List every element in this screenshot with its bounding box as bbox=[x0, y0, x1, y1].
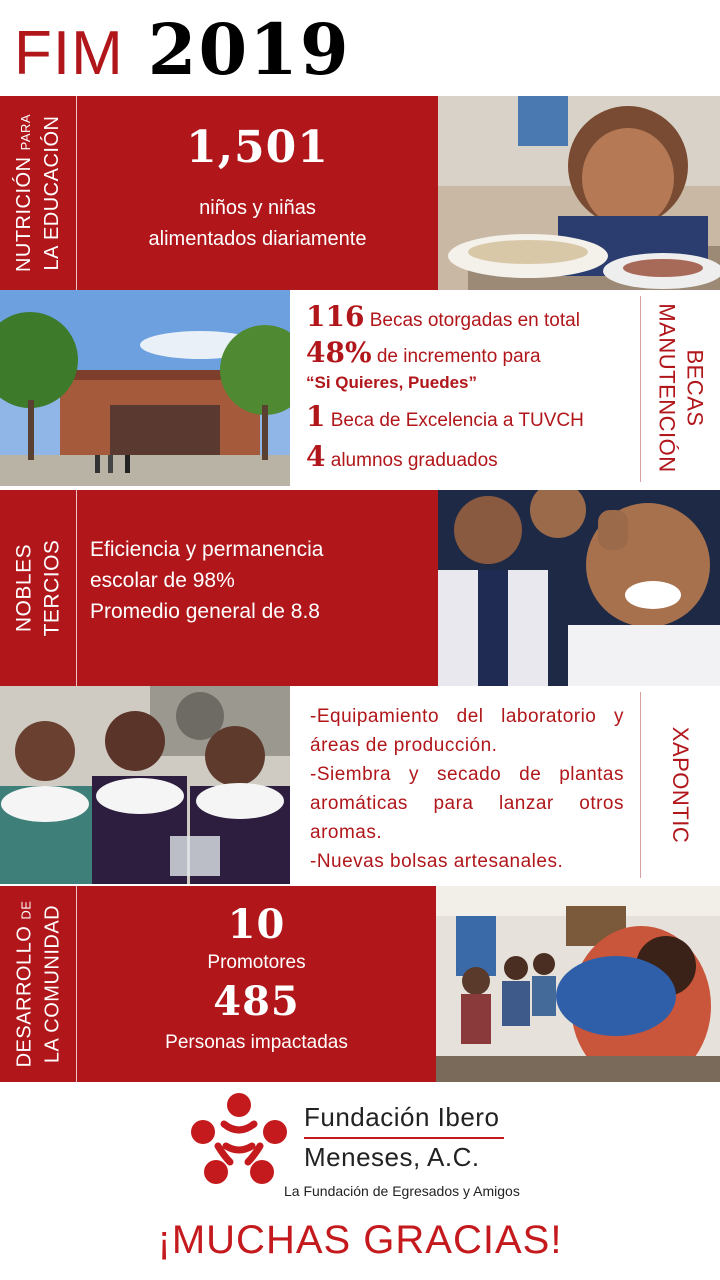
comunidad-label bbox=[0, 886, 76, 1082]
nutricion-text-line2: alimentados diariamente bbox=[148, 228, 367, 250]
campus-building-photo bbox=[0, 290, 290, 486]
becas-row-4: 1 Beca de Excelencia a TUVCH bbox=[306, 400, 584, 433]
nutricion-label-line2: LA EDUCACIÓN bbox=[41, 115, 64, 271]
comunidad-num-2: 485 bbox=[213, 978, 300, 1025]
comunidad-section bbox=[0, 886, 436, 1082]
xapontic-label bbox=[641, 686, 720, 884]
becas-label-line1: BECAS bbox=[682, 349, 708, 427]
becas-label-line2: MANUTENCIÓN bbox=[654, 303, 680, 473]
nutricion-label bbox=[0, 96, 76, 290]
foundation-name-line2: Meneses, A.C. bbox=[304, 1142, 480, 1172]
comunidad-num-1: 10 bbox=[227, 901, 286, 948]
foundation-tagline: La Fundación de Egresados y Amigos bbox=[284, 1183, 520, 1199]
foundation-logo-icon bbox=[184, 1092, 294, 1192]
xapontic-content bbox=[290, 686, 640, 884]
nobles-line3: Promedio general de 8.8 bbox=[90, 600, 320, 623]
becas-label bbox=[641, 290, 720, 486]
nutricion-number: 1,501 bbox=[186, 122, 329, 173]
title-fim: FIM bbox=[14, 19, 124, 88]
becas-content bbox=[290, 290, 640, 486]
becas-row-2: 48% de incremento para bbox=[306, 336, 541, 369]
foundation-name-line1: Fundación Ibero bbox=[304, 1102, 500, 1132]
comunidad-text-1: Promotores bbox=[207, 952, 306, 973]
girl-eating-photo bbox=[438, 96, 720, 290]
nobles-section bbox=[0, 490, 438, 686]
comunidad-label-line2: LA COMUNIDAD bbox=[41, 904, 63, 1064]
foundation-logo bbox=[180, 1090, 540, 1210]
becas-row-5: 4 alumnos graduados bbox=[306, 440, 498, 473]
xapontic-item-1: -Equipamiento del laboratorio y áreas de producción. bbox=[310, 706, 624, 756]
page-title bbox=[14, 8, 351, 91]
comunidad-label-line1: DESARROLLO bbox=[13, 925, 35, 1068]
comunidad-label-de: DE bbox=[18, 900, 33, 920]
xapontic-label-text: XAPONTIC bbox=[668, 726, 694, 844]
nutricion-section bbox=[0, 96, 438, 290]
community-hug-photo bbox=[436, 886, 720, 1082]
nutricion-label-para: PARA bbox=[18, 113, 34, 151]
nobles-line1: Eficiencia y permanencia bbox=[90, 538, 324, 561]
nutricion-text-line1: niños y niñas bbox=[199, 197, 316, 219]
nobles-label-line1: NOBLES bbox=[12, 543, 35, 633]
nobles-label bbox=[0, 490, 76, 686]
women-laboratory-photo bbox=[0, 686, 290, 884]
becas-row-3: “Si Quieres, Puedes” bbox=[306, 373, 478, 392]
nobles-label-line2: TERCIOS bbox=[40, 539, 63, 637]
nobles-line2: escolar de 98% bbox=[90, 569, 235, 592]
title-year: 2019 bbox=[147, 8, 351, 91]
xapontic-item-3: -Nuevas bolsas artesanales. bbox=[310, 851, 564, 872]
smiling-students-photo bbox=[438, 490, 720, 686]
xapontic-item-2: -Siembra y secado de plantas aromáticas para lanzar otros aromas. bbox=[310, 764, 624, 843]
thanks-message: ¡MUCHAS GRACIAS! bbox=[157, 1218, 563, 1262]
nutricion-label-line1: NUTRICIÓN bbox=[13, 156, 36, 273]
comunidad-text-2: Personas impactadas bbox=[165, 1032, 348, 1053]
becas-row-1: 116 Becas otorgadas en total bbox=[306, 300, 580, 333]
